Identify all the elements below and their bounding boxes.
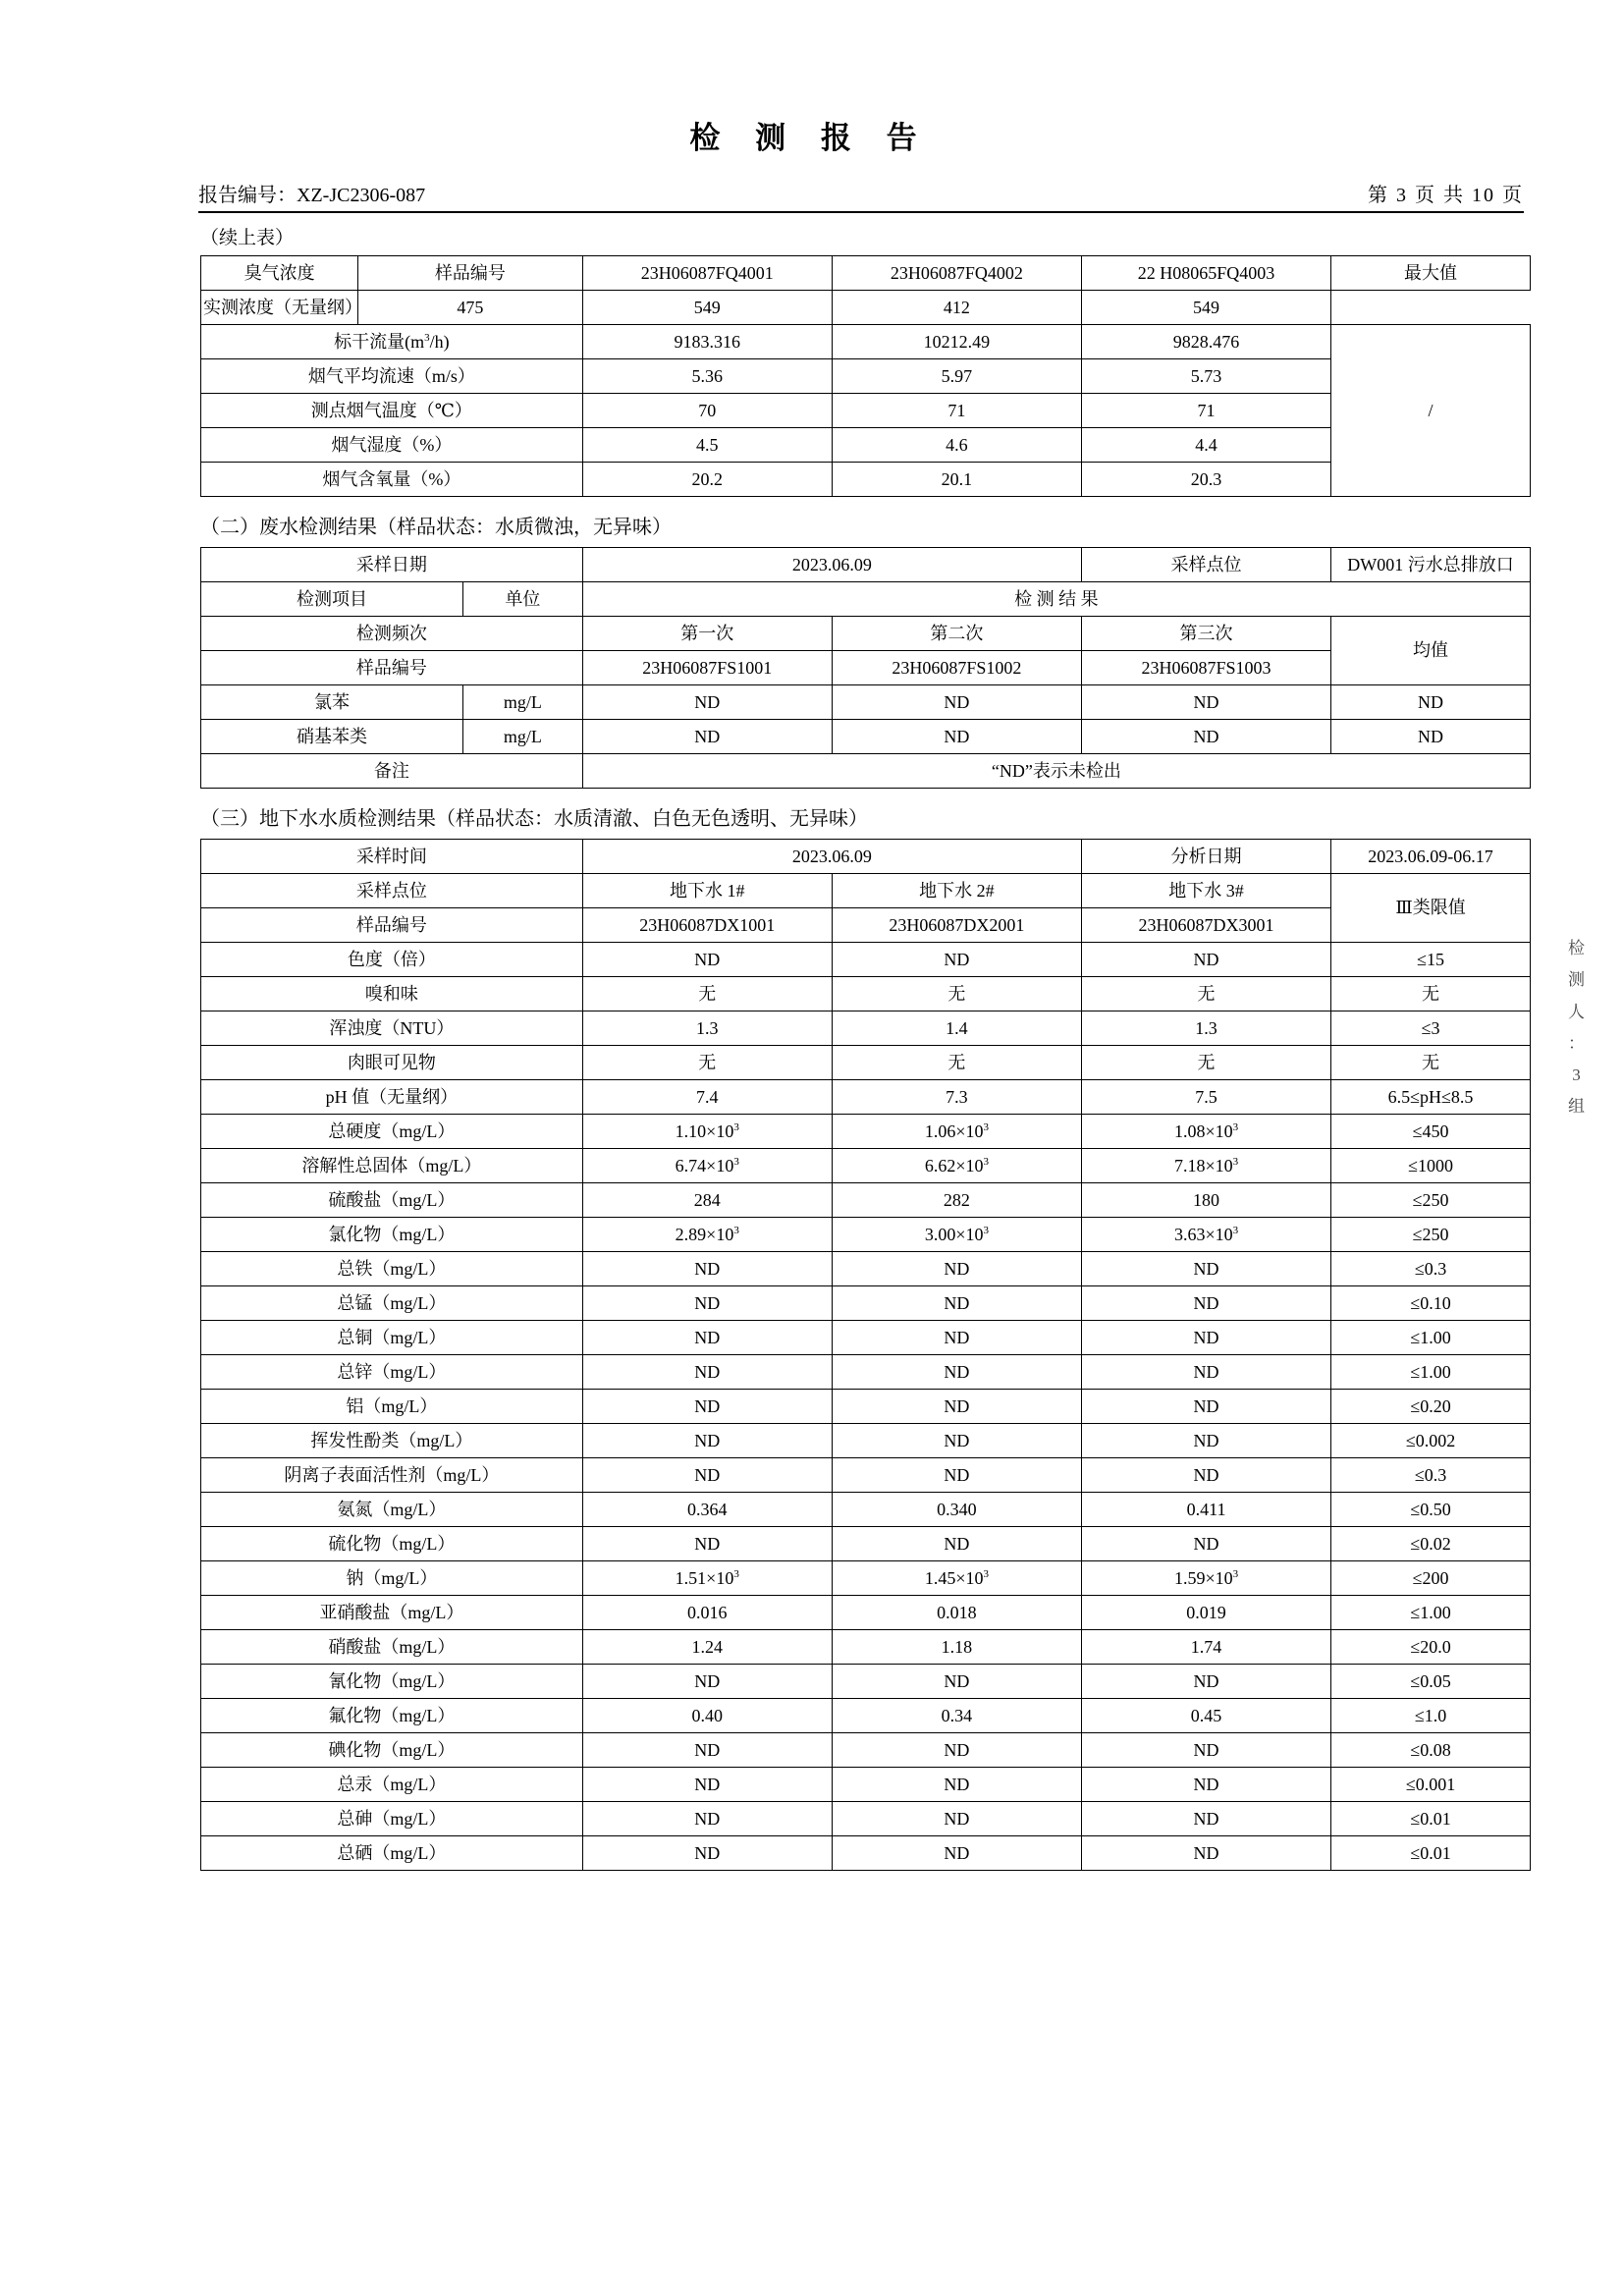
sampling-point-label: 采样点位 — [201, 874, 583, 908]
cell: 0.016 — [582, 1596, 832, 1630]
cell: 无 — [1081, 977, 1330, 1011]
cell: ND — [1081, 1424, 1330, 1458]
item-label: 检测项目 — [201, 582, 463, 617]
cell: 7.3 — [832, 1080, 1081, 1115]
cell-limit: ≤0.08 — [1331, 1733, 1531, 1768]
cell: ND — [1081, 1252, 1330, 1286]
analyte-unit: mg/L — [462, 720, 582, 754]
table-row — [201, 1218, 1531, 1252]
table-row — [201, 1733, 1531, 1768]
cell-limit: ≤0.3 — [1331, 1458, 1531, 1493]
cell: 1.74 — [1081, 1630, 1330, 1665]
analyte-name: 浑浊度（NTU） — [201, 1011, 583, 1046]
table-row — [201, 1080, 1531, 1115]
cell: ND — [832, 1321, 1081, 1355]
table-row — [201, 394, 1531, 428]
section-title-groundwater: （三）地下水水质检测结果（样品状态：水质清澈、白色无色透明、无异味） — [200, 808, 868, 830]
cell: 1.18 — [832, 1630, 1081, 1665]
result-label: 检 测 结 果 — [582, 582, 1530, 617]
cell: ND — [1081, 1527, 1330, 1561]
cell: 9183.316 — [582, 325, 832, 359]
sampling-point-label: 采样点位 — [1081, 548, 1330, 582]
cell: 0.40 — [582, 1699, 832, 1733]
cell: ND — [1081, 1768, 1330, 1802]
cell: ND — [1081, 1836, 1330, 1871]
table-row — [201, 1836, 1531, 1871]
analyte-name: 钠（mg/L） — [201, 1561, 583, 1596]
table-row — [201, 943, 1531, 977]
cell: 4.5 — [582, 428, 832, 463]
cell: ND — [582, 1286, 832, 1321]
cell: 1.4 — [832, 1011, 1081, 1046]
table-row — [201, 1149, 1531, 1183]
cell: ND — [1081, 720, 1330, 754]
cell: ND — [1081, 1802, 1330, 1836]
table-row — [201, 1561, 1531, 1596]
table-row — [201, 1802, 1531, 1836]
gas-oxygen-label: 烟气含氧量（%） — [201, 463, 583, 497]
cell: 无 — [1081, 1046, 1330, 1080]
cell: ND — [582, 1836, 832, 1871]
cell-limit: ≤1000 — [1331, 1149, 1531, 1183]
unit-label: 单位 — [462, 582, 582, 617]
analyte-name: 碘化物（mg/L） — [201, 1733, 583, 1768]
table-row — [201, 1527, 1531, 1561]
cell-limit: ≤0.50 — [1331, 1493, 1531, 1527]
cell: ND — [832, 1768, 1081, 1802]
sample-no-1: 23H06087FS1001 — [582, 651, 832, 685]
table-row — [201, 617, 1531, 651]
analysis-date-label: 分析日期 — [1081, 840, 1330, 874]
mean-label: 均值 — [1331, 617, 1531, 685]
cell-limit: ≤250 — [1331, 1183, 1531, 1218]
cell: 20.1 — [832, 463, 1081, 497]
cell: 70 — [582, 394, 832, 428]
cell-limit: ≤1.00 — [1331, 1355, 1531, 1390]
analyte-name: pH 值（无量纲） — [201, 1080, 583, 1115]
table-row — [201, 1630, 1531, 1665]
analyte-name: 亚硝酸盐（mg/L） — [201, 1596, 583, 1630]
cell: 7.5 — [1081, 1080, 1330, 1115]
cell-limit: ≤1.0 — [1331, 1699, 1531, 1733]
analyte-unit: mg/L — [462, 685, 582, 720]
cell: 0.364 — [582, 1493, 832, 1527]
table-row — [201, 1011, 1531, 1046]
analyte-name: 总锰（mg/L） — [201, 1286, 583, 1321]
cell: 无 — [582, 977, 832, 1011]
analyte-name: 氰化物（mg/L） — [201, 1665, 583, 1699]
analyte-name: 总铁（mg/L） — [201, 1252, 583, 1286]
cell: ND — [1081, 1733, 1330, 1768]
cell: ND — [832, 1252, 1081, 1286]
cell: 0.340 — [832, 1493, 1081, 1527]
sampling-point-1: 地下水 1# — [582, 874, 832, 908]
margin-annotation — [1554, 933, 1599, 1123]
cell-limit: ≤0.02 — [1331, 1527, 1531, 1561]
page-sheet — [90, 59, 1543, 1871]
cell: 1.24 — [582, 1630, 832, 1665]
report-number-value: XZ-JC2306-087 — [297, 185, 426, 206]
cell: $1.59\times 10^3$ — [1081, 1561, 1330, 1596]
table-row — [201, 1046, 1531, 1080]
cell: 22 H08065FQ4003 — [1081, 256, 1330, 291]
analyte-name: 氨氮（mg/L） — [201, 1493, 583, 1527]
cell-max-value: 549 — [1081, 291, 1330, 325]
table-row — [201, 908, 1531, 943]
frequency-2: 第二次 — [832, 617, 1081, 651]
cell-limit: ≤3 — [1331, 1011, 1531, 1046]
table-row — [201, 1286, 1531, 1321]
report-number-label: 报告编号： — [198, 185, 297, 206]
sampling-date-label: 采样日期 — [201, 548, 583, 582]
cell: ND — [582, 1424, 832, 1458]
cell: ND — [1081, 1355, 1330, 1390]
cell: ND — [1081, 1665, 1330, 1699]
cell: ND — [582, 1802, 832, 1836]
analyte-name: 阴离子表面活性剂（mg/L） — [201, 1458, 583, 1493]
cell: ND — [832, 1390, 1081, 1424]
cell: 0.019 — [1081, 1596, 1330, 1630]
table-row — [201, 1596, 1531, 1630]
cell-limit: ≤0.01 — [1331, 1802, 1531, 1836]
cell: ND — [1081, 1286, 1330, 1321]
sample-no-1: 23H06087DX1001 — [582, 908, 832, 943]
cell: ND — [832, 720, 1081, 754]
cell: $2.89\times 10^3$ — [582, 1218, 832, 1252]
cell: 20.2 — [582, 463, 832, 497]
header-rule — [425, 207, 1368, 213]
sample-no-2: 23H06087DX2001 — [832, 908, 1081, 943]
table-row — [201, 1355, 1531, 1390]
cell: 无 — [582, 1046, 832, 1080]
cell: ND — [832, 1458, 1081, 1493]
analyte-name: 色度（倍） — [201, 943, 583, 977]
table-row — [201, 720, 1531, 754]
cell: 4.6 — [832, 428, 1081, 463]
cell: 180 — [1081, 1183, 1330, 1218]
sample-no-label: 样品编号 — [201, 651, 583, 685]
cell: $6.74\times 10^3$ — [582, 1149, 832, 1183]
cell: ND — [832, 1733, 1081, 1768]
measured-concentration-label: 实测浓度（无量纲） — [201, 291, 358, 325]
cell: 0.34 — [832, 1699, 1081, 1733]
margin-annotation-char: 组 — [1568, 1097, 1586, 1117]
sample-no-2: 23H06087FS1002 — [832, 651, 1081, 685]
cell-limit: ≤0.3 — [1331, 1252, 1531, 1286]
sampling-time-value: 2023.06.09 — [582, 840, 1081, 874]
analyte-name: 总铜（mg/L） — [201, 1321, 583, 1355]
frequency-label: 检测频次 — [201, 617, 583, 651]
table-row — [201, 1493, 1531, 1527]
sampling-time-label: 采样时间 — [201, 840, 583, 874]
sampling-point-3: 地下水 3# — [1081, 874, 1330, 908]
cell: ND — [832, 1424, 1081, 1458]
cell: ND — [832, 943, 1081, 977]
table-row — [201, 428, 1531, 463]
cell: $1.51\times 10^3$ — [582, 1561, 832, 1596]
report-header — [90, 179, 1543, 213]
table-row — [201, 359, 1531, 394]
cell: ND — [1081, 1458, 1330, 1493]
cell-limit: ≤0.20 — [1331, 1390, 1531, 1424]
table-row — [201, 1768, 1531, 1802]
remark-label: 备注 — [201, 754, 583, 789]
margin-annotation-char: 3 — [1572, 1066, 1582, 1085]
cell: ND — [1081, 943, 1330, 977]
cell-limit: ≤0.10 — [1331, 1286, 1531, 1321]
analyte-name: 铝（mg/L） — [201, 1390, 583, 1424]
analyte-name: 硝酸盐（mg/L） — [201, 1630, 583, 1665]
frequency-1: 第一次 — [582, 617, 832, 651]
sample-no-3: 23H06087DX3001 — [1081, 908, 1330, 943]
cell: ND — [832, 1665, 1081, 1699]
table-row — [201, 1321, 1531, 1355]
analyte-name: 硝基苯类 — [201, 720, 463, 754]
cell: ND — [582, 1458, 832, 1493]
report-number — [198, 179, 425, 213]
cell: 412 — [832, 291, 1081, 325]
cell-limit: ≤0.05 — [1331, 1665, 1531, 1699]
cell: 549 — [582, 291, 832, 325]
cell-slash: / — [1331, 325, 1531, 497]
average-velocity-label: 烟气平均流速（m/s） — [201, 359, 583, 394]
cell: ND — [582, 1390, 832, 1424]
cell: ND — [582, 1733, 832, 1768]
margin-annotation-char: 检 — [1568, 939, 1586, 957]
cell-limit: ≤15 — [1331, 943, 1531, 977]
cell: ND — [582, 1355, 832, 1390]
cell: 5.97 — [832, 359, 1081, 394]
max-value-label: 最大值 — [1331, 256, 1531, 291]
cell-limit: ≤200 — [1331, 1561, 1531, 1596]
table-groundwater-head — [201, 840, 1531, 943]
table-row — [201, 1424, 1531, 1458]
table-row — [201, 1390, 1531, 1424]
cell: ND — [582, 1665, 832, 1699]
table-wastewater — [200, 547, 1531, 789]
cell: 1.3 — [1081, 1011, 1330, 1046]
cell-mean: ND — [1331, 720, 1531, 754]
sample-no-label: 样品编号 — [201, 908, 583, 943]
cell: 无 — [832, 977, 1081, 1011]
cell: 4.4 — [1081, 428, 1330, 463]
cell-limit: ≤0.002 — [1331, 1424, 1531, 1458]
analyte-name: 总砷（mg/L） — [201, 1802, 583, 1836]
cell: 5.73 — [1081, 359, 1330, 394]
margin-annotation-char: 测 — [1568, 970, 1586, 990]
cell-limit: 无 — [1331, 977, 1531, 1011]
cell: ND — [582, 943, 832, 977]
cell: 1.3 — [582, 1011, 832, 1046]
table-row — [201, 874, 1531, 908]
table-row — [201, 685, 1531, 720]
cell: 0.411 — [1081, 1493, 1330, 1527]
sampling-point-2: 地下水 2# — [832, 874, 1081, 908]
page-number: 第 3 页 共 10 页 — [1368, 179, 1524, 213]
cell: ND — [1081, 1390, 1330, 1424]
cell: ND — [582, 1768, 832, 1802]
analyte-name: 总硒（mg/L） — [201, 1836, 583, 1871]
analyte-name: 氯化物（mg/L） — [201, 1218, 583, 1252]
table-row — [201, 1252, 1531, 1286]
odor-concentration-label: 臭气浓度 — [201, 256, 358, 291]
sampling-date-value: 2023.06.09 — [582, 548, 1081, 582]
analyte-name: 嗅和味 — [201, 977, 583, 1011]
sample-no-3: 23H06087FS1003 — [1081, 651, 1330, 685]
cell: 0.45 — [1081, 1699, 1330, 1733]
cell: ND — [1081, 1321, 1330, 1355]
cell: 71 — [1081, 394, 1330, 428]
cell: ND — [582, 1321, 832, 1355]
table-row — [201, 256, 1531, 291]
table-groundwater — [200, 839, 1531, 1871]
analyte-name: 硫酸盐（mg/L） — [201, 1183, 583, 1218]
cell: 10212.49 — [832, 325, 1081, 359]
standard-flow-label: 标干流量$(m^3/h)$ — [201, 325, 583, 359]
table-row — [201, 840, 1531, 874]
table-row — [201, 1115, 1531, 1149]
cell-limit: ≤1.00 — [1331, 1321, 1531, 1355]
analyte-name: 硫化物（mg/L） — [201, 1527, 583, 1561]
cell-limit: ≤0.01 — [1331, 1836, 1531, 1871]
cell-limit: ≤0.001 — [1331, 1768, 1531, 1802]
continued-note: （续上表） — [200, 228, 295, 248]
cell-limit: ≤20.0 — [1331, 1630, 1531, 1665]
cell: 284 — [582, 1183, 832, 1218]
table-row — [201, 548, 1531, 582]
cell: $3.00\times 10^3$ — [832, 1218, 1081, 1252]
cell: $1.45\times 10^3$ — [832, 1561, 1081, 1596]
analyte-name: 总硬度（mg/L） — [201, 1115, 583, 1149]
gas-humidity-label: 烟气湿度（%） — [201, 428, 583, 463]
cell-limit: ≤1.00 — [1331, 1596, 1531, 1630]
cell: 282 — [832, 1183, 1081, 1218]
table-row — [201, 1665, 1531, 1699]
cell: 7.4 — [582, 1080, 832, 1115]
cell: 无 — [832, 1046, 1081, 1080]
page-title: 检 测 报 告 — [689, 121, 931, 155]
cell: 0.018 — [832, 1596, 1081, 1630]
cell-limit: ≤250 — [1331, 1218, 1531, 1252]
cell: 71 — [832, 394, 1081, 428]
table-row — [201, 754, 1531, 789]
cell: ND — [582, 685, 832, 720]
cell-limit: ≤450 — [1331, 1115, 1531, 1149]
table-row — [201, 582, 1531, 617]
analyte-name: 总汞（mg/L） — [201, 1768, 583, 1802]
cell: 9828.476 — [1081, 325, 1330, 359]
table-row — [201, 1183, 1531, 1218]
cell: 23H06087FQ4002 — [832, 256, 1081, 291]
cell-limit: 6.5≤pH≤8.5 — [1331, 1080, 1531, 1115]
cell: ND — [832, 1836, 1081, 1871]
cell: 475 — [358, 291, 583, 325]
cell: ND — [582, 1527, 832, 1561]
remark-value: “ND”表示未检出 — [582, 754, 1530, 789]
margin-annotation-char: ： — [1568, 1033, 1586, 1053]
cell: $3.63\times 10^3$ — [1081, 1218, 1330, 1252]
gas-temperature-label: 测点烟气温度（℃） — [201, 394, 583, 428]
analysis-date-value: 2023.06.09-06.17 — [1331, 840, 1531, 874]
analyte-name: 挥发性酚类（mg/L） — [201, 1424, 583, 1458]
cell: ND — [832, 1527, 1081, 1561]
table-groundwater-body — [201, 943, 1531, 1871]
table-exhaust-gas — [200, 255, 1531, 497]
margin-annotation-char: 人 — [1568, 1002, 1586, 1021]
cell: ND — [582, 720, 832, 754]
frequency-3: 第三次 — [1081, 617, 1330, 651]
cell: ND — [1081, 685, 1330, 720]
cell-limit: 无 — [1331, 1046, 1531, 1080]
analyte-name: 氯苯 — [201, 685, 463, 720]
cell: 5.36 — [582, 359, 832, 394]
cell: 23H06087FQ4001 — [582, 256, 832, 291]
table-row — [201, 291, 1531, 325]
cell-mean: ND — [1331, 685, 1531, 720]
cell: 20.3 — [1081, 463, 1330, 497]
cell: $1.06\times 10^3$ — [832, 1115, 1081, 1149]
table-row — [201, 1699, 1531, 1733]
analyte-name: 溶解性总固体（mg/L） — [201, 1149, 583, 1183]
sample-no-label: 样品编号 — [358, 256, 583, 291]
analyte-name: 氟化物（mg/L） — [201, 1699, 583, 1733]
cell: ND — [832, 1802, 1081, 1836]
table-row — [201, 651, 1531, 685]
table-row — [201, 977, 1531, 1011]
limit-label: Ⅲ类限值 — [1331, 874, 1531, 943]
analyte-name: 总锌（mg/L） — [201, 1355, 583, 1390]
cell: $6.62\times 10^3$ — [832, 1149, 1081, 1183]
cell: $7.18\times 10^3$ — [1081, 1149, 1330, 1183]
table-row — [201, 463, 1531, 497]
section-title-wastewater: （二）废水检测结果（样品状态：水质微浊，无异味） — [200, 517, 672, 538]
cell: ND — [832, 685, 1081, 720]
table-row — [201, 1458, 1531, 1493]
cell: ND — [582, 1252, 832, 1286]
sampling-point-value: DW001 污水总排放口 — [1331, 548, 1531, 582]
table-row — [201, 325, 1531, 359]
cell: $1.08\times 10^3$ — [1081, 1115, 1330, 1149]
cell: ND — [832, 1286, 1081, 1321]
analyte-name: 肉眼可见物 — [201, 1046, 583, 1080]
cell: $1.10\times 10^3$ — [582, 1115, 832, 1149]
cell: ND — [832, 1355, 1081, 1390]
